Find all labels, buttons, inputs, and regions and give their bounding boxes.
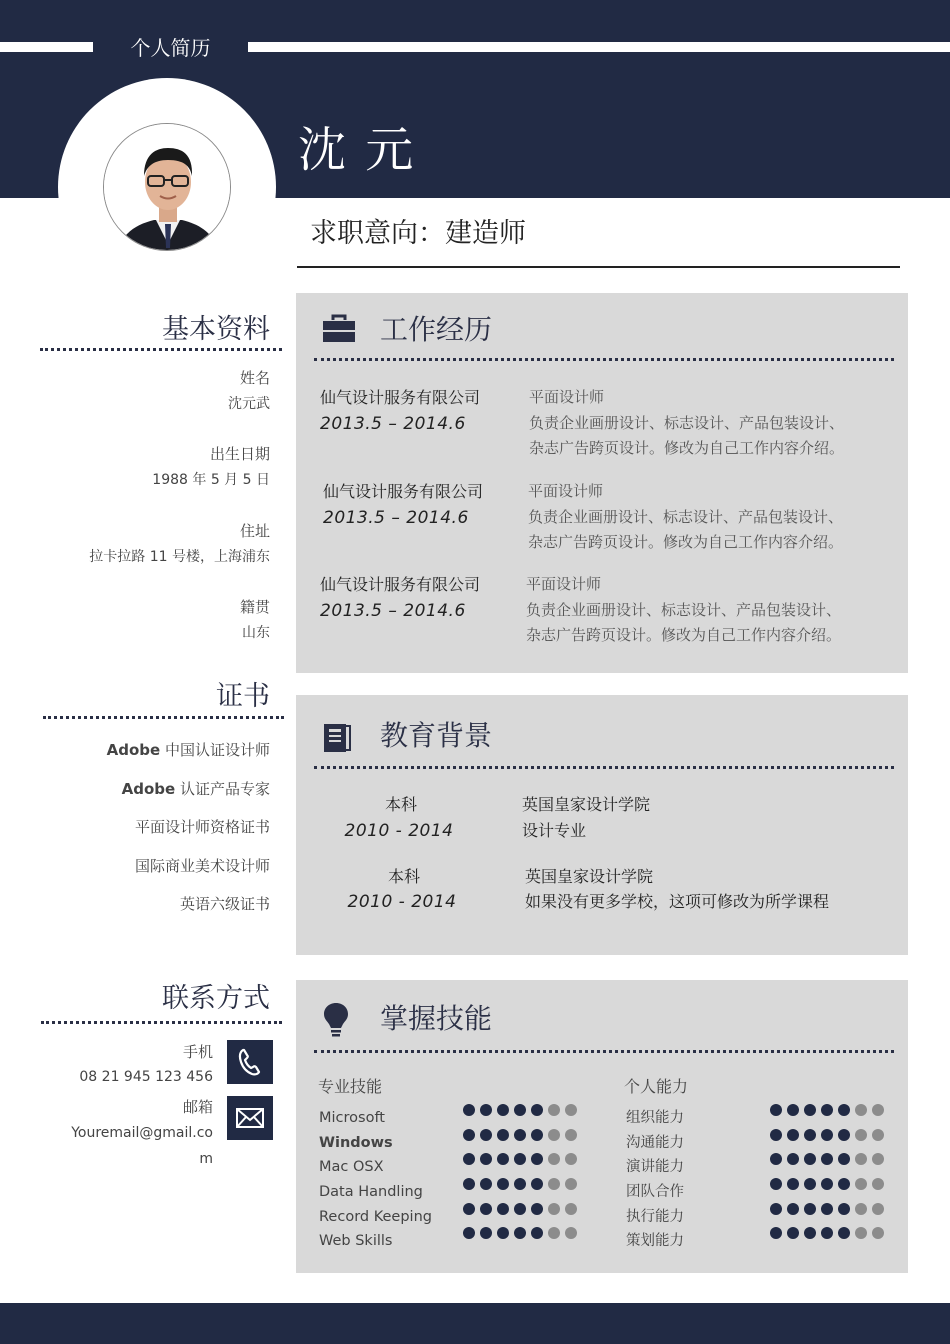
rating-dot-filled xyxy=(821,1104,833,1116)
rating-dot-filled xyxy=(804,1153,816,1165)
rating-dot-filled xyxy=(463,1129,475,1141)
certificate-text: 认证产品专家 xyxy=(175,780,270,798)
rating-dot-filled xyxy=(497,1104,509,1116)
rating-dot-empty xyxy=(548,1104,560,1116)
rating-dot-filled xyxy=(838,1203,850,1215)
certificate-item xyxy=(107,739,270,761)
rating-dot-empty xyxy=(855,1227,867,1239)
rating-dot-empty xyxy=(872,1227,884,1239)
objective-divider xyxy=(297,266,900,268)
rating-dot-empty xyxy=(872,1153,884,1165)
rating-dot-filled xyxy=(838,1178,850,1190)
ability-rating xyxy=(770,1178,884,1190)
info-value: 1988 年 5 月 5 日 xyxy=(152,472,270,488)
skill-rating xyxy=(463,1104,577,1116)
rating-dot-filled xyxy=(770,1227,782,1239)
edu-major: 设计专业 xyxy=(522,821,587,840)
rating-dot-filled xyxy=(514,1153,526,1165)
skill-rating xyxy=(463,1203,577,1215)
mail-icon xyxy=(227,1096,273,1140)
rating-dot-filled xyxy=(531,1129,543,1141)
basic-info-divider xyxy=(40,348,282,351)
ability-name: 团队合作 xyxy=(626,1184,684,1200)
skill-name: Microsoft xyxy=(319,1110,385,1126)
job-desc-line: 负责企业画册设计、标志设计、产品包装设计、 xyxy=(526,601,842,619)
rating-dot-filled xyxy=(514,1129,526,1141)
email-label: 邮箱 xyxy=(182,1098,213,1116)
job-desc-line: 杂志广告跨页设计。修改为自己工作内容介绍。 xyxy=(528,533,844,551)
certificate-item xyxy=(135,816,270,838)
skill-name: Record Keeping xyxy=(319,1209,432,1225)
rating-dot-filled xyxy=(787,1129,799,1141)
rating-dot-empty xyxy=(548,1178,560,1190)
phone-number: 08 21 945 123 456 xyxy=(79,1069,213,1085)
edu-degree: 本科 xyxy=(384,795,417,814)
skill-name: Mac OSX xyxy=(319,1159,384,1175)
rating-dot-filled xyxy=(821,1227,833,1239)
rating-dot-filled xyxy=(804,1178,816,1190)
info-label: 姓名 xyxy=(239,369,270,387)
pro-skills-heading: 专业技能 xyxy=(318,1077,383,1096)
certificate-item xyxy=(135,855,270,877)
certificate-text: 中国认证设计师 xyxy=(160,741,270,759)
email-line-2: m xyxy=(199,1151,213,1167)
job-dates: 2013.5 – 2014.6 xyxy=(320,601,466,621)
rating-dot-filled xyxy=(514,1178,526,1190)
rating-dot-filled xyxy=(514,1104,526,1116)
rating-dot-filled xyxy=(531,1104,543,1116)
job-title: 平面设计师 xyxy=(526,575,602,593)
ability-rating xyxy=(770,1227,884,1239)
rating-dot-empty xyxy=(872,1178,884,1190)
rating-dot-filled xyxy=(463,1203,475,1215)
rating-dot-filled xyxy=(838,1153,850,1165)
rating-dot-empty xyxy=(565,1129,577,1141)
skill-name: Web Skills xyxy=(319,1233,393,1249)
skill-rating xyxy=(463,1153,577,1165)
rating-dot-filled xyxy=(497,1203,509,1215)
job-desc-line: 负责企业画册设计、标志设计、产品包装设计、 xyxy=(529,414,845,432)
skills-heading: 掌握技能 xyxy=(380,1002,493,1035)
rating-dot-empty xyxy=(872,1104,884,1116)
rating-dot-filled xyxy=(804,1129,816,1141)
education-divider xyxy=(314,766,894,769)
candidate-name: 沈 元 xyxy=(298,122,416,178)
resume-title: 个人简历 xyxy=(130,36,211,60)
basic-info-heading: 基本资料 xyxy=(162,314,270,345)
rating-dot-empty xyxy=(548,1227,560,1239)
job-desc-line: 杂志广告跨页设计。修改为自己工作内容介绍。 xyxy=(529,439,845,457)
info-value: 拉卡拉路 11 号楼，上海浦东 xyxy=(89,549,270,565)
skill-name: Data Handling xyxy=(319,1184,423,1200)
rating-dot-empty xyxy=(855,1104,867,1116)
rating-dot-filled xyxy=(463,1227,475,1239)
job-desc-line: 负责企业画册设计、标志设计、产品包装设计、 xyxy=(528,508,844,526)
edu-school: 英国皇家设计学院 xyxy=(522,795,651,814)
ability-name: 沟通能力 xyxy=(626,1135,684,1151)
rating-dot-empty xyxy=(855,1153,867,1165)
info-value: 山东 xyxy=(242,625,270,641)
phone-label: 手机 xyxy=(182,1043,213,1061)
rating-dot-filled xyxy=(821,1203,833,1215)
rating-dot-filled xyxy=(497,1153,509,1165)
work-heading: 工作经历 xyxy=(380,313,493,346)
rating-dot-filled xyxy=(821,1153,833,1165)
job-title: 平面设计师 xyxy=(529,388,605,406)
job-objective: 求职意向：建造师 xyxy=(310,218,526,249)
certificate-text: 国际商业美术设计师 xyxy=(134,857,270,875)
info-label: 住址 xyxy=(239,522,270,540)
job-dates: 2013.5 – 2014.6 xyxy=(320,414,466,434)
rating-dot-filled xyxy=(480,1104,492,1116)
info-label: 籍贯 xyxy=(239,598,270,616)
job-company: 仙气设计服务有限公司 xyxy=(323,482,484,501)
rating-dot-empty xyxy=(855,1178,867,1190)
rating-dot-empty xyxy=(548,1153,560,1165)
rating-dot-filled xyxy=(531,1153,543,1165)
ability-name: 演讲能力 xyxy=(626,1159,684,1175)
ability-rating xyxy=(770,1153,884,1165)
rating-dot-filled xyxy=(770,1178,782,1190)
rating-dot-filled xyxy=(463,1104,475,1116)
rating-dot-filled xyxy=(787,1104,799,1116)
edu-degree: 本科 xyxy=(387,867,420,886)
rating-dot-empty xyxy=(565,1104,577,1116)
rating-dot-filled xyxy=(821,1178,833,1190)
rating-dot-empty xyxy=(855,1129,867,1141)
rating-dot-filled xyxy=(838,1104,850,1116)
rating-dot-filled xyxy=(463,1153,475,1165)
rating-dot-filled xyxy=(480,1227,492,1239)
rating-dot-empty xyxy=(855,1203,867,1215)
rating-dot-filled xyxy=(514,1203,526,1215)
contact-divider xyxy=(41,1021,282,1024)
certificate-item xyxy=(122,778,270,800)
rating-dot-filled xyxy=(497,1227,509,1239)
job-desc-line: 杂志广告跨页设计。修改为自己工作内容介绍。 xyxy=(526,626,842,644)
rating-dot-empty xyxy=(565,1203,577,1215)
email-line-1: Youremail@gmail.co xyxy=(71,1125,213,1141)
rating-dot-filled xyxy=(770,1104,782,1116)
rating-dot-empty xyxy=(565,1227,577,1239)
rating-dot-empty xyxy=(548,1129,560,1141)
certificate-item xyxy=(180,893,270,915)
certificates-heading: 证书 xyxy=(216,681,270,712)
skill-rating xyxy=(463,1129,577,1141)
ability-name: 组织能力 xyxy=(626,1110,684,1126)
certificate-brand: Adobe xyxy=(106,741,161,759)
rating-dot-filled xyxy=(531,1203,543,1215)
job-dates: 2013.5 – 2014.6 xyxy=(323,508,469,528)
rating-dot-empty xyxy=(565,1153,577,1165)
briefcase-icon xyxy=(322,312,356,346)
contact-heading: 联系方式 xyxy=(162,983,270,1014)
rating-dot-empty xyxy=(548,1203,560,1215)
rating-dot-filled xyxy=(821,1129,833,1141)
personal-skills-heading: 个人能力 xyxy=(624,1077,689,1096)
rating-dot-filled xyxy=(770,1203,782,1215)
rating-dot-filled xyxy=(804,1227,816,1239)
skill-rating xyxy=(463,1178,577,1190)
rating-dot-filled xyxy=(838,1227,850,1239)
job-title: 平面设计师 xyxy=(528,482,604,500)
rating-dot-filled xyxy=(838,1129,850,1141)
rating-dot-filled xyxy=(787,1227,799,1239)
header-rule-left xyxy=(0,42,93,52)
education-heading: 教育背景 xyxy=(380,719,493,752)
edu-dates: 2010 - 2014 xyxy=(344,821,454,841)
rating-dot-filled xyxy=(787,1178,799,1190)
rating-dot-filled xyxy=(480,1203,492,1215)
skills-divider xyxy=(314,1050,894,1053)
work-divider xyxy=(314,358,894,361)
rating-dot-filled xyxy=(497,1129,509,1141)
rating-dot-filled xyxy=(497,1178,509,1190)
ability-rating xyxy=(770,1203,884,1215)
edu-school: 英国皇家设计学院 xyxy=(525,867,654,886)
certificate-text: 英语六级证书 xyxy=(179,895,270,913)
lightbulb-icon xyxy=(321,1001,355,1035)
rating-dot-filled xyxy=(514,1227,526,1239)
rating-dot-filled xyxy=(531,1178,543,1190)
rating-dot-filled xyxy=(770,1153,782,1165)
ability-rating xyxy=(770,1104,884,1116)
ability-name: 执行能力 xyxy=(626,1209,684,1225)
certificates-divider xyxy=(43,716,284,719)
job-company: 仙气设计服务有限公司 xyxy=(320,575,481,594)
rating-dot-filled xyxy=(480,1178,492,1190)
rating-dot-filled xyxy=(480,1129,492,1141)
edu-major: 如果没有更多学校，这项可修改为所学课程 xyxy=(525,892,830,911)
rating-dot-filled xyxy=(480,1153,492,1165)
skill-name: Windows xyxy=(319,1135,393,1151)
header-rule-right xyxy=(248,42,950,52)
ability-rating xyxy=(770,1129,884,1141)
ability-name: 策划能力 xyxy=(626,1233,684,1249)
certificate-text: 平面设计师资格证书 xyxy=(134,818,270,836)
rating-dot-empty xyxy=(872,1129,884,1141)
book-icon xyxy=(320,720,354,754)
rating-dot-filled xyxy=(787,1203,799,1215)
job-company: 仙气设计服务有限公司 xyxy=(320,388,481,407)
rating-dot-filled xyxy=(804,1104,816,1116)
footer-band xyxy=(0,1303,950,1344)
avatar xyxy=(103,123,231,251)
info-label: 出生日期 xyxy=(209,445,270,463)
edu-dates: 2010 - 2014 xyxy=(347,892,457,912)
rating-dot-filled xyxy=(787,1153,799,1165)
certificate-brand: Adobe xyxy=(121,780,176,798)
rating-dot-filled xyxy=(531,1227,543,1239)
rating-dot-empty xyxy=(565,1178,577,1190)
rating-dot-filled xyxy=(463,1178,475,1190)
rating-dot-filled xyxy=(804,1203,816,1215)
rating-dot-empty xyxy=(872,1203,884,1215)
skill-rating xyxy=(463,1227,577,1239)
phone-icon xyxy=(227,1040,273,1084)
info-value: 沈元武 xyxy=(228,396,270,412)
rating-dot-filled xyxy=(770,1129,782,1141)
